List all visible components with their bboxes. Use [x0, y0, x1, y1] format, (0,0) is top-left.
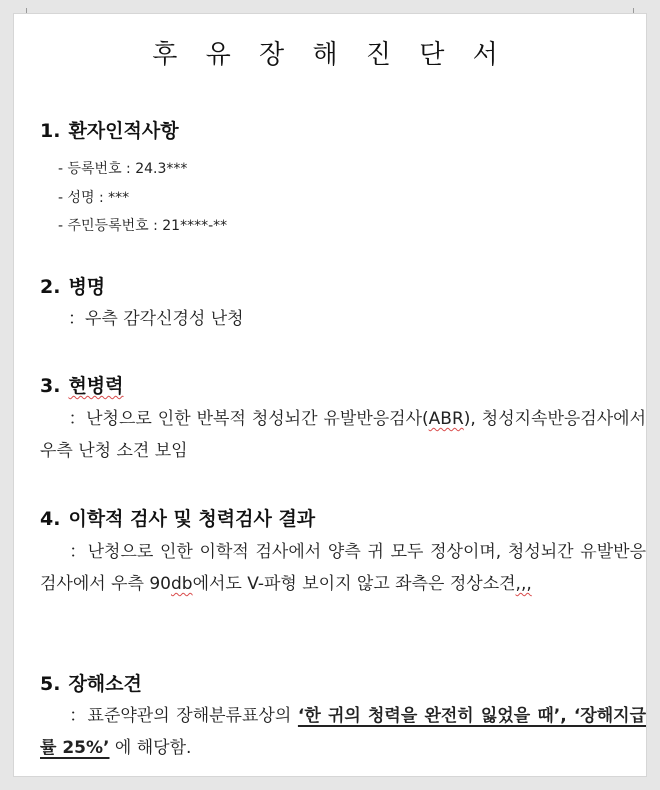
opinion-text-part: ：표준약관의 장해분류표상의 — [68, 706, 298, 726]
section-title: 환자인적사항 — [68, 120, 179, 142]
history-text — [40, 403, 646, 467]
resident-number-line: - 주민등록번호 : 21****-** — [58, 218, 228, 234]
section-title: 병명 — [68, 276, 106, 298]
history-text-part: ), 청성지속반응검사에서 우측 난청 소견 보임 — [40, 409, 646, 461]
section-number: 1. — [40, 120, 61, 142]
diagnosis-value: ：우측 감각신경성 난청 — [68, 309, 244, 329]
registration-number-line: - 등록번호 : 24.3*** — [58, 161, 188, 177]
exam-text-ellipsis: ,,, — [515, 574, 532, 594]
section-title: 현병력 — [68, 375, 124, 397]
section-title: 이학적 검사 및 — [68, 508, 199, 530]
opinion-text-part: 에 해당함. — [109, 738, 192, 758]
section-2-heading — [40, 272, 105, 299]
history-text-abr: ABR — [428, 409, 464, 429]
diagnosis-text — [40, 303, 646, 335]
section-5-heading — [40, 669, 142, 696]
history-text-part: ：난청으로 인한 반복적 청성뇌간 유발반응검사( — [68, 409, 429, 429]
section-1-heading — [40, 116, 179, 143]
exam-result-text — [40, 536, 646, 600]
section-title-bold: 청력검사 결과 — [198, 508, 316, 530]
section-number: 4. — [40, 508, 61, 530]
exam-text-part: ：난청으로 인한 이학적 검사에서 양측 귀 모두 정상이며, 청성뇌간 유발반응검사에서 우측 90 — [40, 542, 646, 594]
section-number: 2. — [40, 276, 61, 298]
disability-opinion-text — [40, 700, 646, 764]
exam-text-part: 에서도 V-파형 보이지 않고 좌측은 정상소견 — [192, 574, 516, 594]
section-3-heading — [40, 371, 124, 398]
section-title: 장해소견 — [68, 673, 142, 695]
document-title: 후 유 장 해 진 단 서 — [152, 40, 508, 70]
document-page — [14, 14, 646, 776]
section-4-heading — [40, 504, 315, 531]
section-number: 5. — [40, 673, 61, 695]
section-number: 3. — [40, 375, 61, 397]
opinion-emphasis: ‘한 귀의 청력을 완전히 잃었을 때’, ‘장해지급률 25%’ — [40, 706, 646, 758]
name-line: - 성명 : *** — [58, 190, 130, 206]
exam-text-db: db — [170, 574, 193, 594]
